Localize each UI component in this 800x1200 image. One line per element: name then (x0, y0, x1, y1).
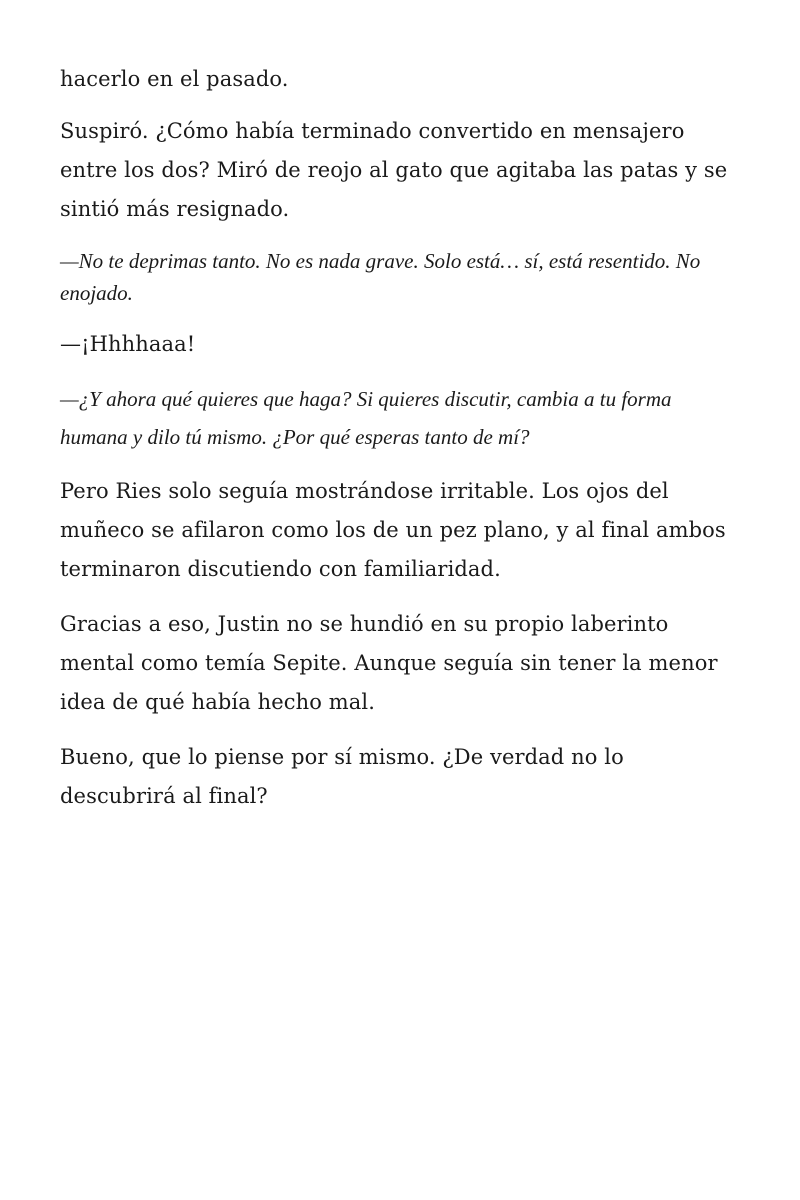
book-page (60, 60, 740, 832)
paragraph-7: Gracias a eso, Justin no se hundió en su propio laberinto mental como temía Sepite. Aunque seguía sin tener la menor idea de qué había hecho mal. (60, 612, 718, 714)
paragraph-8: Bueno, que lo piense por sí mismo. ¿De verdad no lo descubrirá al final? (60, 745, 624, 808)
paragraph-1: hacerlo en el pasado. (60, 67, 289, 91)
dialogue-paragraph-4: —¡Hhhhaaa! (60, 332, 196, 356)
dialogue-paragraph-3: —No te deprimas tanto. No es nada grave. Solo está… sí, está resentido. No enojado. (60, 249, 701, 305)
paragraph-6: Pero Ries solo seguía mostrándose irritable. Los ojos del muñeco se afilaron como los de un pez plano, y al final ambos terminaron discutiendo con familiaridad. (60, 479, 726, 581)
paragraph-2: Suspiró. ¿Cómo había terminado convertido en mensajero entre los dos? Miró de reojo al gato que agitaba las patas y se sintió más resignado. (60, 119, 728, 221)
dialogue-paragraph-5: —¿Y ahora qué quieres que haga? Si quieres discutir, cambia a tu forma humana y dilo tú mismo. ¿Por qué esperas tanto de mí? (60, 387, 672, 449)
